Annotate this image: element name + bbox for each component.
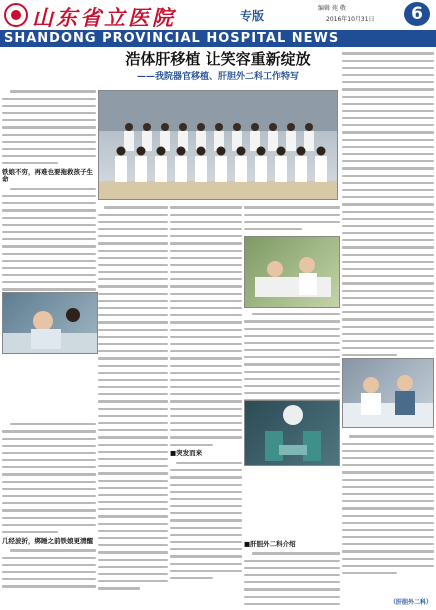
column-4-text-a [244,204,340,233]
column-2-text-a [98,204,168,592]
surgery-photo-svg [245,401,340,466]
front-row [115,147,327,183]
article-subhead: ——我院器官移植、肝胆外二科工作特写 [136,72,299,82]
banner [0,30,436,47]
column-3-subtitle: ■突发而来 [170,449,203,458]
issue-date: 2016年10月31日 [326,16,375,23]
surgery-photo [244,400,340,466]
child-photo-svg [3,293,98,354]
masthead [0,0,436,30]
column-5-text-a [342,50,434,359]
column-5-text-b [342,433,434,577]
column-3 [170,204,242,608]
photo-floor [99,181,338,200]
hospital-bed-photo-svg [245,237,340,308]
column-3-text-b [170,460,242,582]
group-photo-svg [99,91,338,200]
column-4-text-c [244,550,340,608]
column-1-text-a [2,88,96,167]
column-1-subtitle: 铁娘不穷，再难也要拖救孩子生命 [2,168,93,184]
column-1-text-c [2,421,96,536]
column-4-subtitle: ■肝胆外二科介绍 [244,539,296,548]
paper-name: 山东省立医院 [32,5,176,30]
column-1-text-d [2,547,96,590]
column-5 [342,50,434,606]
banner-text: SHANDONG PROVINCIAL HOSPITAL NEWS [4,31,340,46]
hospital-logo-icon [4,3,28,27]
article-author: （肝胆外二科） [389,599,432,606]
headline-block [98,48,338,86]
page-number-badge: 6 [404,2,430,26]
recovery-photo-svg [343,359,434,428]
editor-credit: 编辑 苑 敬 [318,5,346,12]
recovery-photo [342,358,434,428]
group-photo-figures [99,91,338,200]
article-headline: 浩体肝移植 让笑容重新绽放 [125,50,311,68]
column-1-subtitle-2: 几经波折，绑睡之前铁娘更清醒 [2,536,93,545]
hospital-bed-photo [244,236,340,308]
section-name: 专版 [240,9,265,23]
column-2 [98,204,168,608]
group-photo [98,90,338,200]
column-3-text-a [170,204,242,448]
child-photo [2,292,98,354]
